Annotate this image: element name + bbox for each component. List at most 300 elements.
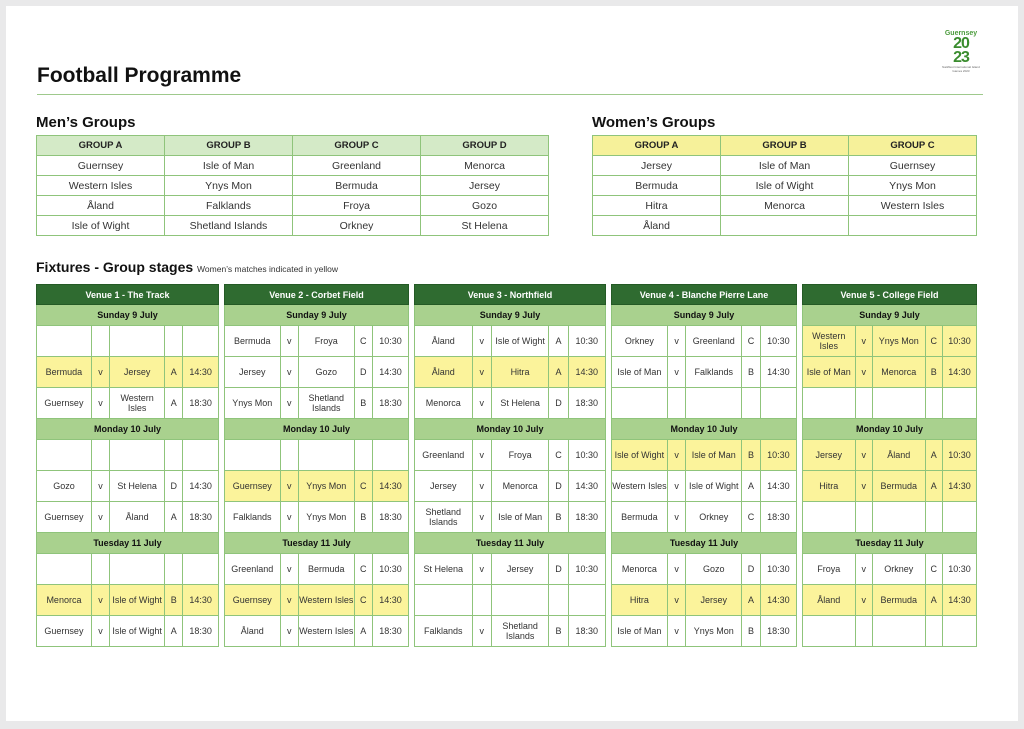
match-row <box>224 554 409 585</box>
group-letter: D <box>164 471 182 502</box>
away-team: Greenland <box>685 326 741 357</box>
group-letter: C <box>354 326 373 357</box>
home-team: Bermuda <box>36 357 91 388</box>
group-letter: A <box>925 471 943 502</box>
away-team: St Helena <box>109 471 164 502</box>
group-letter: D <box>741 554 760 585</box>
group-letter: B <box>354 388 373 419</box>
away-team <box>109 440 164 471</box>
venue-column <box>414 284 606 647</box>
team-cell: St Helena <box>421 216 549 236</box>
home-team: Bermuda <box>611 502 667 533</box>
match-row <box>36 471 219 502</box>
away-team: Shetland Islands <box>298 388 354 419</box>
away-team: Jersey <box>491 554 549 585</box>
group-letter: C <box>925 326 943 357</box>
match-row <box>802 616 977 647</box>
versus: v <box>855 440 873 471</box>
home-team: Jersey <box>802 440 855 471</box>
day-header: Sunday 9 July <box>224 305 409 326</box>
match-row <box>611 554 797 585</box>
team-cell: Guernsey <box>37 156 165 176</box>
group-letter: B <box>925 357 943 388</box>
kickoff-time <box>942 388 977 419</box>
home-team: Ynys Mon <box>224 388 280 419</box>
versus: v <box>667 554 686 585</box>
day-header: Tuesday 11 July <box>802 533 977 554</box>
away-team: Menorca <box>491 471 549 502</box>
home-team: Guernsey <box>224 585 280 616</box>
versus: v <box>472 471 491 502</box>
kickoff-time: 18:30 <box>182 502 219 533</box>
home-team: St Helena <box>414 554 472 585</box>
team-cell <box>721 216 849 236</box>
kickoff-time: 18:30 <box>568 616 606 647</box>
versus: v <box>91 502 109 533</box>
venue-column <box>36 284 219 647</box>
group-letter: C <box>925 554 943 585</box>
match-row <box>36 554 219 585</box>
group-letter: B <box>548 616 567 647</box>
group-header: GROUP C <box>849 136 977 156</box>
away-team: Isle of Man <box>685 440 741 471</box>
away-team <box>298 440 354 471</box>
team-cell: Isle of Man <box>721 156 849 176</box>
team-cell: Western Isles <box>849 196 977 216</box>
logo-caption: NatWest International Island Games 2023 <box>942 65 980 73</box>
home-team: Bermuda <box>224 326 280 357</box>
away-team <box>872 388 925 419</box>
group-header: GROUP B <box>165 136 293 156</box>
away-team: Isle of Wight <box>685 471 741 502</box>
versus <box>667 388 686 419</box>
kickoff-time: 18:30 <box>372 616 409 647</box>
programme-sheet <box>6 6 1018 721</box>
group-letter <box>164 326 182 357</box>
match-row <box>802 326 977 357</box>
versus: v <box>91 585 109 616</box>
venue-header: Venue 4 - Blanche Pierre Lane <box>611 284 797 305</box>
match-row <box>802 554 977 585</box>
group-letter: C <box>741 326 760 357</box>
group-header: GROUP B <box>721 136 849 156</box>
kickoff-time: 10:30 <box>942 554 977 585</box>
kickoff-time <box>942 616 977 647</box>
home-team <box>802 502 855 533</box>
logo-text: Guernsey <box>944 30 978 37</box>
group-letter: A <box>925 440 943 471</box>
versus: v <box>91 388 109 419</box>
day-header: Tuesday 11 July <box>36 533 219 554</box>
team-cell: Froya <box>293 196 421 216</box>
kickoff-time: 14:30 <box>372 585 409 616</box>
venue-header: Venue 2 - Corbet Field <box>224 284 409 305</box>
match-row <box>802 471 977 502</box>
versus: v <box>472 388 491 419</box>
group-header: GROUP C <box>293 136 421 156</box>
group-row <box>37 156 549 176</box>
group-letter <box>925 502 943 533</box>
match-row <box>611 440 797 471</box>
group-letter: B <box>741 440 760 471</box>
match-row <box>414 471 606 502</box>
away-team <box>109 554 164 585</box>
kickoff-time: 10:30 <box>568 326 606 357</box>
away-team: Isle of Wight <box>491 326 549 357</box>
kickoff-time: 10:30 <box>372 326 409 357</box>
title-divider <box>37 94 983 95</box>
group-row <box>593 156 977 176</box>
team-cell: Shetland Islands <box>165 216 293 236</box>
group-letter: B <box>741 357 760 388</box>
home-team: Menorca <box>36 585 91 616</box>
day-header: Sunday 9 July <box>414 305 606 326</box>
away-team: Gozo <box>298 357 354 388</box>
kickoff-time: 14:30 <box>942 357 977 388</box>
home-team: Menorca <box>611 554 667 585</box>
team-cell: Menorca <box>421 156 549 176</box>
away-team: St Helena <box>491 388 549 419</box>
venue-column <box>224 284 409 647</box>
group-header: GROUP A <box>593 136 721 156</box>
match-row <box>224 616 409 647</box>
versus: v <box>855 326 873 357</box>
versus: v <box>91 471 109 502</box>
venue-header: Venue 5 - College Field <box>802 284 977 305</box>
home-team: Greenland <box>414 440 472 471</box>
home-team: Greenland <box>224 554 280 585</box>
versus: v <box>855 585 873 616</box>
fixtures-heading <box>36 259 338 275</box>
match-row <box>36 616 219 647</box>
kickoff-time: 14:30 <box>182 357 219 388</box>
team-cell: Åland <box>37 196 165 216</box>
versus <box>855 502 873 533</box>
home-team: Isle of Man <box>611 357 667 388</box>
group-letter: C <box>354 554 373 585</box>
kickoff-time <box>182 326 219 357</box>
group-letter: D <box>548 388 567 419</box>
match-row <box>802 440 977 471</box>
away-team: Ynys Mon <box>298 471 354 502</box>
away-team: Gozo <box>685 554 741 585</box>
kickoff-time: 14:30 <box>760 585 797 616</box>
away-team: Menorca <box>872 357 925 388</box>
match-row <box>36 585 219 616</box>
kickoff-time <box>182 440 219 471</box>
kickoff-time: 10:30 <box>372 554 409 585</box>
home-team <box>802 388 855 419</box>
match-row <box>414 616 606 647</box>
day-header: Monday 10 July <box>36 419 219 440</box>
group-letter: D <box>548 554 567 585</box>
kickoff-time: 18:30 <box>372 388 409 419</box>
match-row <box>224 326 409 357</box>
mens-groups-heading: Men’s Groups <box>36 114 136 131</box>
kickoff-time: 14:30 <box>182 585 219 616</box>
away-team: Jersey <box>685 585 741 616</box>
versus: v <box>855 357 873 388</box>
versus <box>855 616 873 647</box>
group-header-row <box>593 136 977 156</box>
away-team <box>872 502 925 533</box>
away-team <box>685 388 741 419</box>
team-cell: Bermuda <box>593 176 721 196</box>
home-team: Western Isles <box>802 326 855 357</box>
home-team: Isle of Man <box>611 616 667 647</box>
away-team: Hitra <box>491 357 549 388</box>
group-letter: A <box>548 326 567 357</box>
kickoff-time: 14:30 <box>760 471 797 502</box>
away-team: Froya <box>491 440 549 471</box>
kickoff-time: 10:30 <box>760 440 797 471</box>
group-letter: D <box>354 357 373 388</box>
home-team: Isle of Man <box>802 357 855 388</box>
home-team <box>224 440 280 471</box>
kickoff-time: 10:30 <box>942 440 977 471</box>
day-header: Monday 10 July <box>611 419 797 440</box>
kickoff-time: 18:30 <box>182 616 219 647</box>
team-cell: Bermuda <box>293 176 421 196</box>
kickoff-time: 10:30 <box>760 326 797 357</box>
away-team: Isle of Wight <box>109 585 164 616</box>
kickoff-time: 18:30 <box>372 502 409 533</box>
match-row <box>224 388 409 419</box>
home-team: Isle of Wight <box>611 440 667 471</box>
away-team: Bermuda <box>872 585 925 616</box>
group-letter: B <box>354 502 373 533</box>
team-cell: Åland <box>593 216 721 236</box>
kickoff-time <box>760 388 797 419</box>
match-row <box>36 326 219 357</box>
kickoff-time: 14:30 <box>182 471 219 502</box>
group-letter: B <box>741 616 760 647</box>
match-row <box>36 440 219 471</box>
versus: v <box>667 616 686 647</box>
away-team: Isle of Man <box>491 502 549 533</box>
home-team <box>36 326 91 357</box>
match-row <box>611 616 797 647</box>
match-row <box>802 502 977 533</box>
group-letter: B <box>548 502 567 533</box>
group-letter: C <box>354 585 373 616</box>
versus: v <box>472 357 491 388</box>
away-team: Ynys Mon <box>685 616 741 647</box>
kickoff-time: 10:30 <box>568 554 606 585</box>
day-header: Monday 10 July <box>802 419 977 440</box>
home-team: Falklands <box>414 616 472 647</box>
match-row <box>224 471 409 502</box>
home-team <box>36 440 91 471</box>
team-cell: Falklands <box>165 196 293 216</box>
group-header: GROUP A <box>37 136 165 156</box>
home-team <box>414 585 472 616</box>
team-cell: Greenland <box>293 156 421 176</box>
versus: v <box>472 502 491 533</box>
team-cell <box>849 216 977 236</box>
team-cell: Isle of Wight <box>37 216 165 236</box>
group-row <box>37 196 549 216</box>
match-row <box>224 357 409 388</box>
versus: v <box>280 388 299 419</box>
team-cell: Isle of Wight <box>721 176 849 196</box>
group-letter: B <box>164 585 182 616</box>
versus: v <box>280 326 299 357</box>
away-team: Orkney <box>685 502 741 533</box>
home-team: Menorca <box>414 388 472 419</box>
away-team: Shetland Islands <box>491 616 549 647</box>
team-cell: Jersey <box>593 156 721 176</box>
versus: v <box>280 502 299 533</box>
home-team: Guernsey <box>36 502 91 533</box>
home-team: Western Isles <box>611 471 667 502</box>
home-team <box>36 554 91 585</box>
kickoff-time <box>942 502 977 533</box>
group-letter <box>925 388 943 419</box>
page-title: Football Programme <box>37 64 242 87</box>
day-header: Tuesday 11 July <box>224 533 409 554</box>
away-team: Orkney <box>872 554 925 585</box>
day-header: Sunday 9 July <box>36 305 219 326</box>
kickoff-time: 18:30 <box>182 388 219 419</box>
home-team: Jersey <box>414 471 472 502</box>
kickoff-time: 14:30 <box>568 471 606 502</box>
match-row <box>414 440 606 471</box>
match-row <box>611 388 797 419</box>
team-cell: Guernsey <box>849 156 977 176</box>
kickoff-time: 14:30 <box>942 471 977 502</box>
away-team: Isle of Wight <box>109 616 164 647</box>
kickoff-time: 14:30 <box>372 471 409 502</box>
versus <box>91 326 109 357</box>
home-team: Froya <box>802 554 855 585</box>
match-row <box>611 326 797 357</box>
versus <box>91 440 109 471</box>
home-team: Gozo <box>36 471 91 502</box>
womens-groups-heading: Women’s Groups <box>592 114 716 131</box>
home-team: Orkney <box>611 326 667 357</box>
versus: v <box>667 502 686 533</box>
team-cell: Orkney <box>293 216 421 236</box>
away-team: Bermuda <box>872 471 925 502</box>
group-row <box>593 196 977 216</box>
versus: v <box>91 616 109 647</box>
versus: v <box>472 440 491 471</box>
versus <box>91 554 109 585</box>
group-header: GROUP D <box>421 136 549 156</box>
match-row <box>36 502 219 533</box>
match-row <box>36 357 219 388</box>
versus: v <box>667 585 686 616</box>
games-logo <box>940 30 982 73</box>
group-letter: A <box>164 502 182 533</box>
kickoff-time: 14:30 <box>942 585 977 616</box>
versus: v <box>280 585 299 616</box>
versus: v <box>667 357 686 388</box>
versus: v <box>667 440 686 471</box>
home-team: Shetland Islands <box>414 502 472 533</box>
kickoff-time: 14:30 <box>568 357 606 388</box>
away-team: Ynys Mon <box>298 502 354 533</box>
group-letter: D <box>548 471 567 502</box>
versus: v <box>91 357 109 388</box>
versus: v <box>280 554 299 585</box>
kickoff-time <box>568 585 606 616</box>
kickoff-time <box>372 440 409 471</box>
kickoff-time: 18:30 <box>568 502 606 533</box>
kickoff-time: 10:30 <box>942 326 977 357</box>
group-row <box>593 216 977 236</box>
versus: v <box>667 471 686 502</box>
versus: v <box>280 616 299 647</box>
home-team: Jersey <box>224 357 280 388</box>
venue-header: Venue 3 - Northfield <box>414 284 606 305</box>
team-cell: Isle of Man <box>165 156 293 176</box>
versus: v <box>667 326 686 357</box>
team-cell: Ynys Mon <box>165 176 293 196</box>
day-header: Sunday 9 July <box>802 305 977 326</box>
day-header: Tuesday 11 July <box>611 533 797 554</box>
home-team: Falklands <box>224 502 280 533</box>
away-team: Western Isles <box>298 585 354 616</box>
away-team <box>491 585 549 616</box>
group-letter: A <box>164 357 182 388</box>
group-letter: A <box>164 616 182 647</box>
match-row <box>224 440 409 471</box>
home-team: Åland <box>224 616 280 647</box>
fixtures-title: Fixtures - Group stages <box>36 259 194 275</box>
match-row <box>36 388 219 419</box>
kickoff-time: 10:30 <box>568 440 606 471</box>
away-team <box>872 616 925 647</box>
versus: v <box>472 554 491 585</box>
team-cell: Ynys Mon <box>849 176 977 196</box>
away-team: Western Isles <box>109 388 164 419</box>
group-header-row <box>37 136 549 156</box>
away-team: Western Isles <box>298 616 354 647</box>
match-row <box>414 326 606 357</box>
group-letter <box>354 440 373 471</box>
team-cell: Menorca <box>721 196 849 216</box>
match-row <box>802 357 977 388</box>
venue-column <box>802 284 977 647</box>
womens-groups-table <box>592 135 977 236</box>
group-letter <box>741 388 760 419</box>
logo-year: 20 23 <box>953 35 969 66</box>
venue-header: Venue 1 - The Track <box>36 284 219 305</box>
versus: v <box>855 471 873 502</box>
home-team <box>802 616 855 647</box>
versus <box>855 388 873 419</box>
group-letter: A <box>925 585 943 616</box>
group-letter: C <box>354 471 373 502</box>
match-row <box>611 585 797 616</box>
group-letter: C <box>548 440 567 471</box>
kickoff-time: 10:30 <box>760 554 797 585</box>
versus: v <box>472 616 491 647</box>
group-letter: A <box>164 388 182 419</box>
match-row <box>414 502 606 533</box>
group-row <box>37 216 549 236</box>
group-row <box>37 176 549 196</box>
versus <box>280 440 299 471</box>
group-letter <box>164 440 182 471</box>
match-row <box>414 357 606 388</box>
group-letter: A <box>741 585 760 616</box>
day-header: Tuesday 11 July <box>414 533 606 554</box>
mens-groups-table <box>36 135 549 236</box>
away-team: Åland <box>109 502 164 533</box>
